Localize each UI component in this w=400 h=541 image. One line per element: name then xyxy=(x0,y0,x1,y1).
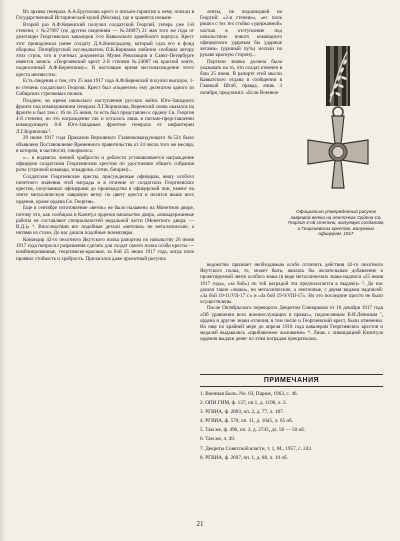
paragraph: Из архива генерала А.А.Брусилова крест и письмо-гарантия к нему попали в Государственный Исторический музей (Москва), где и хранятся поныне. xyxy=(16,9,194,22)
left-text-column xyxy=(16,9,194,262)
divider xyxy=(200,386,383,387)
list-item: 1. Военная Быль. No. 63, Париж, 1963, с. 46. xyxy=(200,391,298,397)
notes-heading: ПРИМЕЧАНИЯ xyxy=(263,377,320,384)
list-item: 8. РГВИА, ф. 2697, оп. 1, д. 88, л. 10 об. xyxy=(200,454,288,461)
list-item: 4. РГВИА, ф. 570, оп. 11, д. 1045, л. 65 об. xyxy=(200,418,293,425)
paragraph: После Октябрьского переворота Декретом Совнаркома от 16 декабря 1917 года «Об уравнении всех военнослужащих в правах», подписанным В.И.Лениным ⁷, ордена и другие знаки отличия, в том числе и Георгиевский крест, были отменены. Но еще по крайней мере до апреля 1918 года кавалерам Георгиевских крестов и медалей выдавались «прибавочное жалование» ⁸. Лишь с ликвидацией Капитула орденов выдачи денег по этим наградам прекратилась. xyxy=(200,305,383,343)
divider xyxy=(200,374,383,375)
paragraph: ведомство признает необходимым особо отличить действия 42-го пехотного Якутского полка, то, может быть, явилась бы желательным добавление к проектируемой ленте особого знака (в виде металлических знака-надписи «25 июня 1917 года», «за бой») по той наградой эта предполагается к выдаче)» ⁵. До нас дошли такие «знаки», но металлические, а ленточные, с двумя видами надписей: «За бой 19-11/VII-17 г.» и «За бой 19-9/VIII-17». Но это последние просто не были осуществлены. xyxy=(200,262,383,306)
page-number: 21 xyxy=(196,520,204,528)
paragraph: Второй раз А.Ф.Керенский получил солдатский Георгий, теперь уже 2-й степени, с №27087 (по другим сведениям — №24087) 21 мая того же года от делегации Георгиевских кавалеров 3-го Кавказского армейского корпуса. Крест этот принадлежал ранее солдату Д.А.Виноградову, который сдал его в фонд обороны. Петербургский исследователь П.К.Корнаков любезно сообщил автору этих строк, что в учетных документах Музея Революции в Санкт-Петербурге имеется запись: «Георгиевский крест 2-й степени №24087 на красной ленте, подносенный А.Ф.Керенскому». В настоящее время местонахождение этого креста неизвестно. xyxy=(16,22,194,78)
list-item: 5. Там же, ф. 496, оп. 2, д. 2743, дл. 50 — 50 об. xyxy=(200,427,306,434)
page-binding-edge xyxy=(0,0,6,541)
paragraph: Позднее, во время июньского наступления русских войск Юго-Западного фронта под командованием генерала Л.Г.Корнилова, Керенский снова оказался на фронте и был там с 16 по 25 июня, то есть был представлен к ордену Св. Георгия 4-й степени, но это награждение так и осталось лишь в письме-представлении командующего 8-й Юго-Западным фронтом генерала от инфантерии Л.Г.Корнилова ³. xyxy=(16,97,194,135)
list-item: 3. РГВИА, ф. 2003, оп. 2, д. 77, л. 187. xyxy=(200,409,284,416)
paragraph: 29 июня 1917 года Приказом Верховного Главнокомандующего №524 было объявлено Постановление Временного правительства от 24 числа того же месяца, в котором, в частности, говорилось: xyxy=(16,135,194,154)
list-item: 6. Там же, л. 49. xyxy=(200,436,236,443)
paragraph: «... в подвигах личной храбрости и доблести устанавливается награждение офицеров солдатским Георгиевским крестом по удостоению общего собрания роты (стрелкой команды, эскадрона, сотни, батареи)... xyxy=(16,154,194,174)
paragraph: Еще в сентябре изготовление «веток» не было налажено на Монетном дворе, потому что, как сообщала в Капитул орденов начальство двора, «вовыдержанные работы не составляют специальностей медальной части (Монетного двора. — В.Д.)» ⁴. Впоследствии все подобные детали «веточки» не металлические, а нитями из стали. До нас дошли подобные экземпляры. xyxy=(16,205,194,237)
figure-caption: Официально утвержденный рисунок лавровой ветки на ленточках Ордена Св. Георгия 4-ой степени, жалуемую солдатам, и Георгиевских крестов, жалуемых офицерам. 1917 xyxy=(287,209,385,237)
paragraph: Солдатские Георгиевские кресты, присужденные офицерам, вешу особого почетного значения этой награды и в отличие от солдатских Георгиевских крестов, получаемых офицерами до производства в офицерский чин, имеют на ленте металлическую лавровую ветку по цвету креста и носятся выше всех орденов, кроме ордена Св. Георгия». xyxy=(16,173,194,205)
paragraph: Портион значка должна была указывать на то, что солдат отмечен в бою 25 июня. В рапорте этой мысли Кавказского отдана в сообщении в Главный Штаб, правда, лишь 3 октября, предложил: «Если Военное xyxy=(200,58,282,96)
list-item: 2. ОПИ ГИМ, ф. 137, оп.1, д. 1196, л. 2. xyxy=(200,400,287,407)
paragraph: Есть сведения о том, что 25 мая 1917 года А.Ф.Керенский получил высшую, 1-ю степень солдатского Георгия. Крест был «поднесен» ему делегатом одного из Сибирских стрелковых полков. xyxy=(16,78,194,97)
notes-list xyxy=(200,390,383,463)
right-text-column xyxy=(200,262,383,343)
georgian-cross-with-laurel-icon xyxy=(290,40,385,210)
right-text-column-narrow xyxy=(200,9,282,96)
list-item: 7. Декреты Советской власти, т. 1, М., 1957, с. 243. xyxy=(200,445,313,452)
paragraph: ленты, не подошедшей на Георгий: «2-я степень», «ес полк ришел с тех тех стойко «удержанной» частью в отступление под начальством нового командного офицерского ударным бы ударные четами» (удачный путь) носили на рукаве красную сторону... xyxy=(200,9,282,59)
paragraph: Командир 42-го пехотного Якутского полка рапортом по начальству 26 июня 1917 года попросил разрешения сделать для солдат своего полка особо кресты — комбинированные, георгиевско-красные, за бой 25 июня 1917 года, когда полк проявил стойкость и храбрость. Прилагался даже проектный рисунок xyxy=(16,237,194,262)
